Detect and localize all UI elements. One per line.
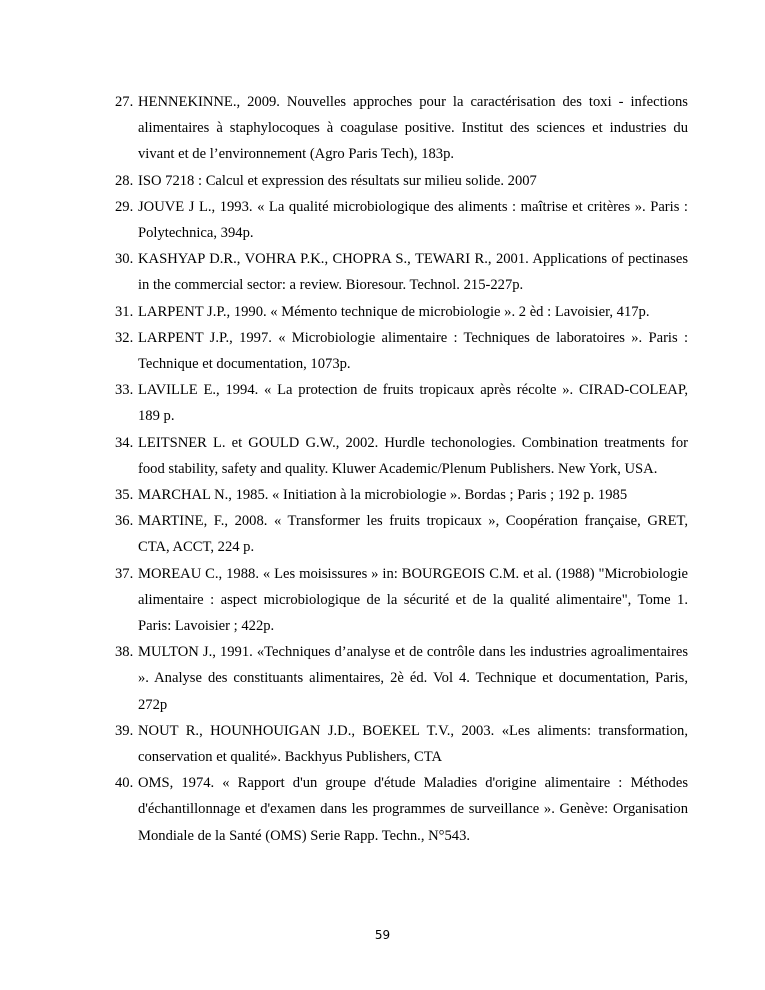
reference-number: 40. — [115, 775, 134, 792]
reference-number: 39. — [115, 722, 134, 739]
reference-item — [115, 194, 688, 246]
reference-text: HENNEKINNE., 2009. Nouvelles approches pour la caractérisation des toxi - infections alimentaires à staphylocoques à coagulase positive. Institut des sciences et industries du vivant et de l’environnement (Agro Paris Tech), 183p. — [138, 94, 688, 163]
reference-text: LAVILLE E., 1994. « La protection de fruits tropicaux après récolte ». CIRAD-COLEAP, 189 p. — [138, 382, 688, 425]
reference-item — [115, 718, 688, 770]
reference-list — [115, 89, 688, 849]
reference-number: 36. — [115, 513, 134, 530]
page-number: 59 — [374, 928, 391, 942]
reference-text: MARTINE, F., 2008. « Transformer les fruits tropicaux », Coopération française, GRET, CTA, ACCT, 224 p. — [138, 513, 688, 556]
reference-text: JOUVE J L., 1993. « La qualité microbiologique des aliments : maîtrise et critères ». Paris : Polytechnica, 394p. — [138, 198, 688, 242]
reference-text: KASHYAP D.R., VOHRA P.K., CHOPRA S., TEWARI R., 2001. Applications of pectinases in the commercial sector: a review. Bioresour. Technol. 215-227p. — [138, 251, 688, 294]
reference-number: 27. — [115, 94, 134, 110]
reference-number: 38. — [115, 644, 134, 661]
reference-text: MOREAU C., 1988. « Les moisissures » in: BOURGEOIS C.M. et al. (1988) "Microbiologie alimentaire : aspect microbiologique de la sécurité et de la qualité alimentaire", Tome 1. Paris: Lavoisier ; 422p. — [138, 565, 688, 635]
reference-item — [115, 325, 688, 377]
reference-number: 32. — [115, 329, 134, 346]
reference-item — [115, 482, 688, 508]
reference-item — [115, 168, 688, 194]
reference-number: 35. — [115, 487, 134, 504]
reference-number: 33. — [115, 382, 134, 399]
reference-number: 37. — [115, 565, 134, 582]
reference-text: OMS, 1974. « Rapport d'un groupe d'étude Maladies d'origine alimentaire : Méthodes d'échantillonnage et d'examen dans les programmes de surveillance ». Genève: Organisation Mondiale de la Santé (OMS) Serie Rapp. Techn., N°543. — [138, 775, 688, 844]
reference-item — [115, 561, 688, 640]
reference-text: LARPENT J.P., 1997. « Microbiologie alimentaire : Techniques de laboratoires ». Paris : Technique et documentation, 1073p. — [138, 329, 688, 373]
reference-text: MARCHAL N., 1985. « Initiation à la microbiologie ». Bordas ; Paris ; 192 p. 1985 — [138, 487, 628, 504]
reference-item — [115, 246, 688, 298]
reference-text: NOUT R., HOUNHOUIGAN J.D., BOEKEL T.V., 2003. «Les aliments: transformation, conservation et qualité». Backhyus Publishers, CTA — [138, 722, 688, 766]
reference-text: ISO 7218 : Calcul et expression des résultats sur milieu solide. 2007 — [138, 172, 537, 189]
reference-item — [115, 377, 688, 429]
reference-item — [115, 770, 688, 849]
reference-text: LARPENT J.P., 1990. « Mémento technique de microbiologie ». 2 èd : Lavoisier, 417p. — [138, 303, 650, 320]
reference-number: 31. — [115, 303, 134, 320]
reference-text: LEITSNER L. et GOULD G.W., 2002. Hurdle techonologies. Combination treatments for food stability, safety and quality. Kluwer Academic/Plenum Publishers. New York, USA. — [138, 434, 688, 477]
reference-item — [115, 89, 688, 168]
reference-item — [115, 299, 688, 325]
reference-number: 30. — [115, 251, 134, 268]
reference-number: 29. — [115, 198, 134, 215]
reference-item — [115, 508, 688, 560]
reference-item — [115, 639, 688, 718]
reference-number: 34. — [115, 434, 134, 451]
reference-text: MULTON J., 1991. «Techniques d’analyse et de contrôle dans les industries agroalimentaires ». Analyse des constituants alimentaires, 2è éd. Vol 4. Technique et documentation, Paris, 272p — [138, 644, 688, 713]
reference-number: 28. — [115, 172, 134, 189]
reference-item — [115, 430, 688, 482]
